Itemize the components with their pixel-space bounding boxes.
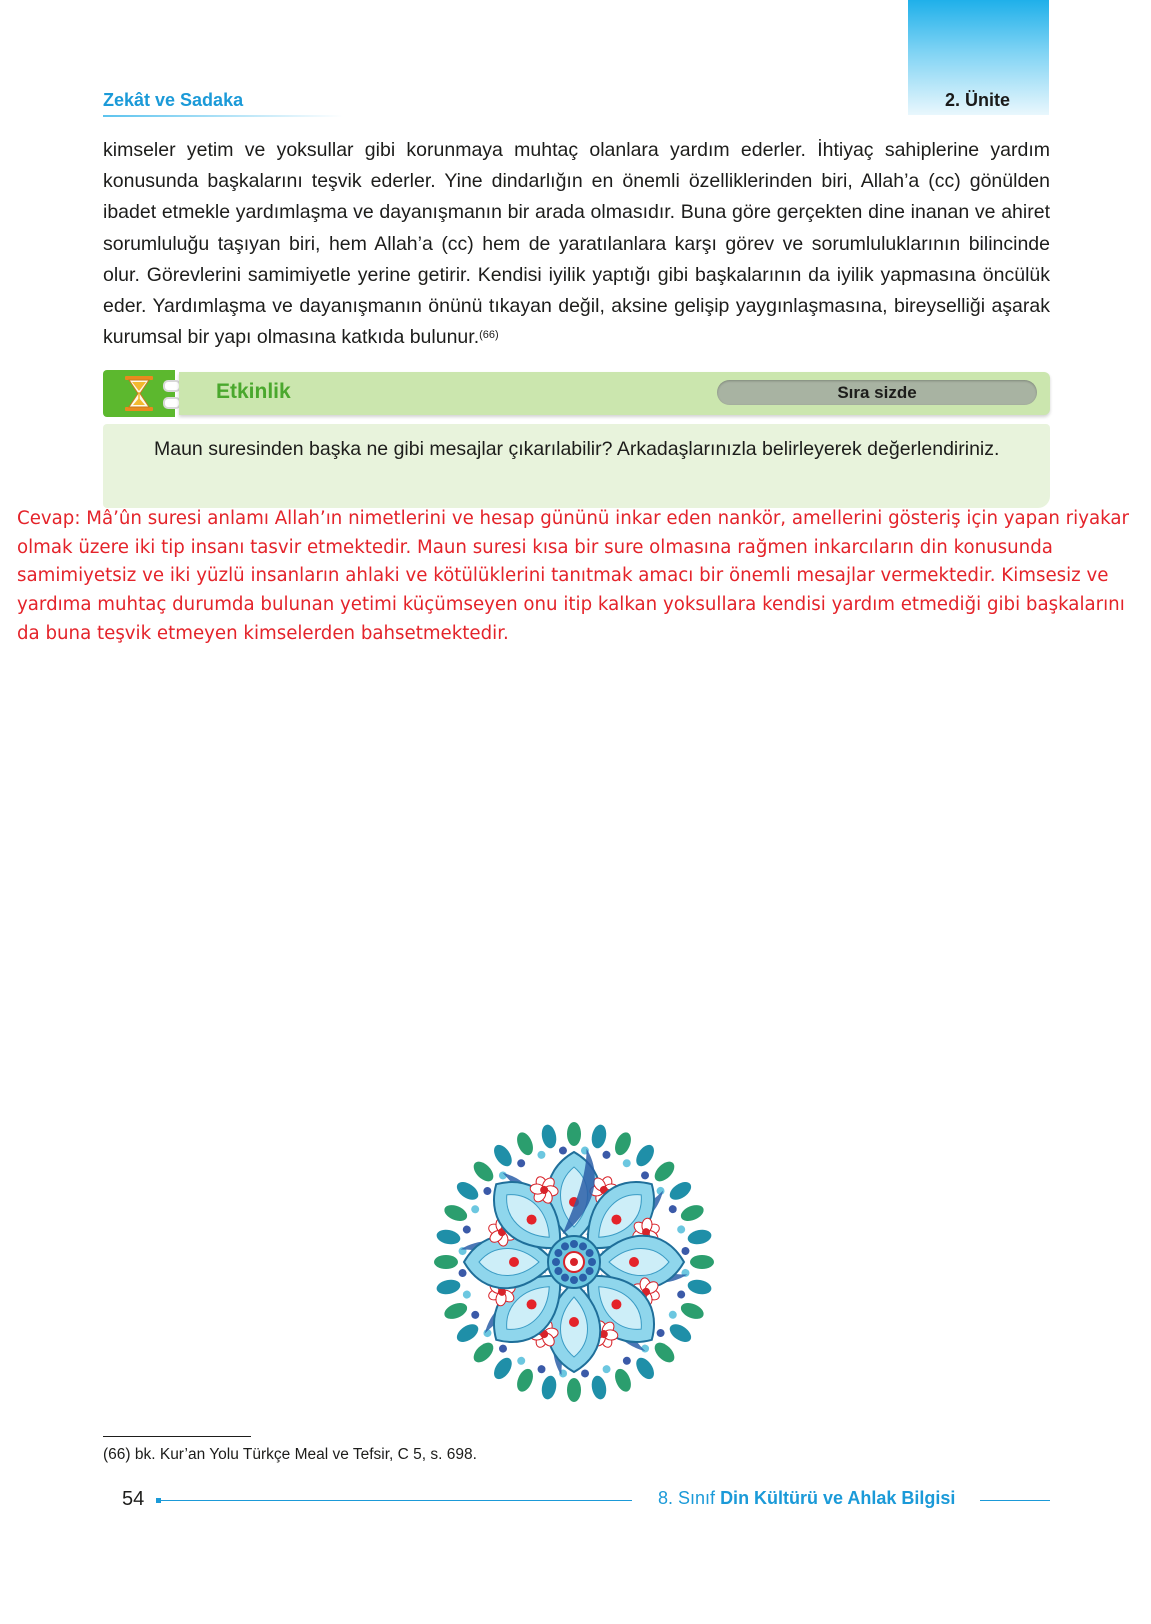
activity-question: Maun suresinden başka ne gibi mesajlar çıkarılabilir? Arkadaşlarınızla belirleyerek değerlendiriniz.	[154, 438, 1000, 460]
footer-book-prefix: 8. Sınıf	[658, 1488, 716, 1508]
hourglass-icon	[119, 374, 159, 413]
footnote-rule	[103, 1436, 251, 1437]
page-number: 54	[122, 1488, 145, 1510]
activity-pill	[717, 380, 1037, 405]
answer-text: Cevap: Mâ’ûn suresi anlamı Allah’ın nimetlerini ve hesap gününü inkar eden nankör, amellerini gösteriş için yapan riyakar olmak üzere iki tip insanı tasvir etmektedir. Maun suresi kısa bir sure olmasına rağmen inkarcıların din konusunda samimiyetsiz ve iki yüzlü insanların ahlaki ve kötülüklerini tanıtmak amacı bir önemli mesajlar vermektedir. Kimsesiz ve yardıma muhtaç durumda bulunan yetimi küçümseyen onu itip kalkan yoksullara kendisi yardım etmediği gibi başkalarını da buna teşvik etmeyen kimselerden bahsetmektedir.	[17, 508, 1129, 644]
activity-icon-box	[103, 370, 175, 417]
footer-rule-right	[980, 1500, 1050, 1501]
footnote-reference: (66)	[479, 329, 499, 342]
activity-body	[103, 424, 1050, 508]
footer-rule-left	[158, 1500, 632, 1501]
footer-book-name: Din Kültürü ve Ahlak Bilgisi	[720, 1488, 956, 1508]
section-title: Zekât ve Sadaka	[103, 90, 244, 110]
activity-title: Etkinlik	[216, 380, 291, 403]
body-paragraph	[103, 135, 1050, 353]
footer-book-title	[658, 1488, 955, 1509]
footnote: (66) bk. Kur’an Yolu Türkçe Meal ve Tefsir, C 5, s. 698.	[103, 1446, 477, 1463]
body-paragraph-text: kimseler yetim ve yoksullar gibi korunmaya muhtaç olanlara yardım ederler. İhtiyaç sahiplerine yardım konusunda başkalarını teşvik ederler. Yine dindarlığın en önemli özelliklerinden biri, Allah’a (cc) gönülden ibadet etmekle yardımlaşma ve dayanışmanın bir arada olmasıdır. Buna göre gerçekten dine inanan ve ahiret sorumluluğu taşıyan biri, hem Allah’a (cc) hem de yaratılanlara karşı görev ve sorumluluklarının bilincinde olur. Görevlerini samimiyetle yerine getirir. Kendisi iyilik yaptığı gibi başkalarının da iyilik yapmasına öncülük eder. Yardımlaşma ve dayanışmanın önünü tıkayan değil, aksine gelişip yaygınlaşmasına, bireyselliği aşarak kurumsal bir yapı olmasına katkıda bulunur.	[103, 139, 1050, 349]
activity-pill-label: Sıra sizde	[837, 383, 917, 402]
activity-header	[103, 370, 1050, 417]
unit-label: 2. Ünite	[945, 90, 1011, 110]
section-underline	[103, 115, 343, 117]
rosette-ornament	[430, 1118, 718, 1406]
